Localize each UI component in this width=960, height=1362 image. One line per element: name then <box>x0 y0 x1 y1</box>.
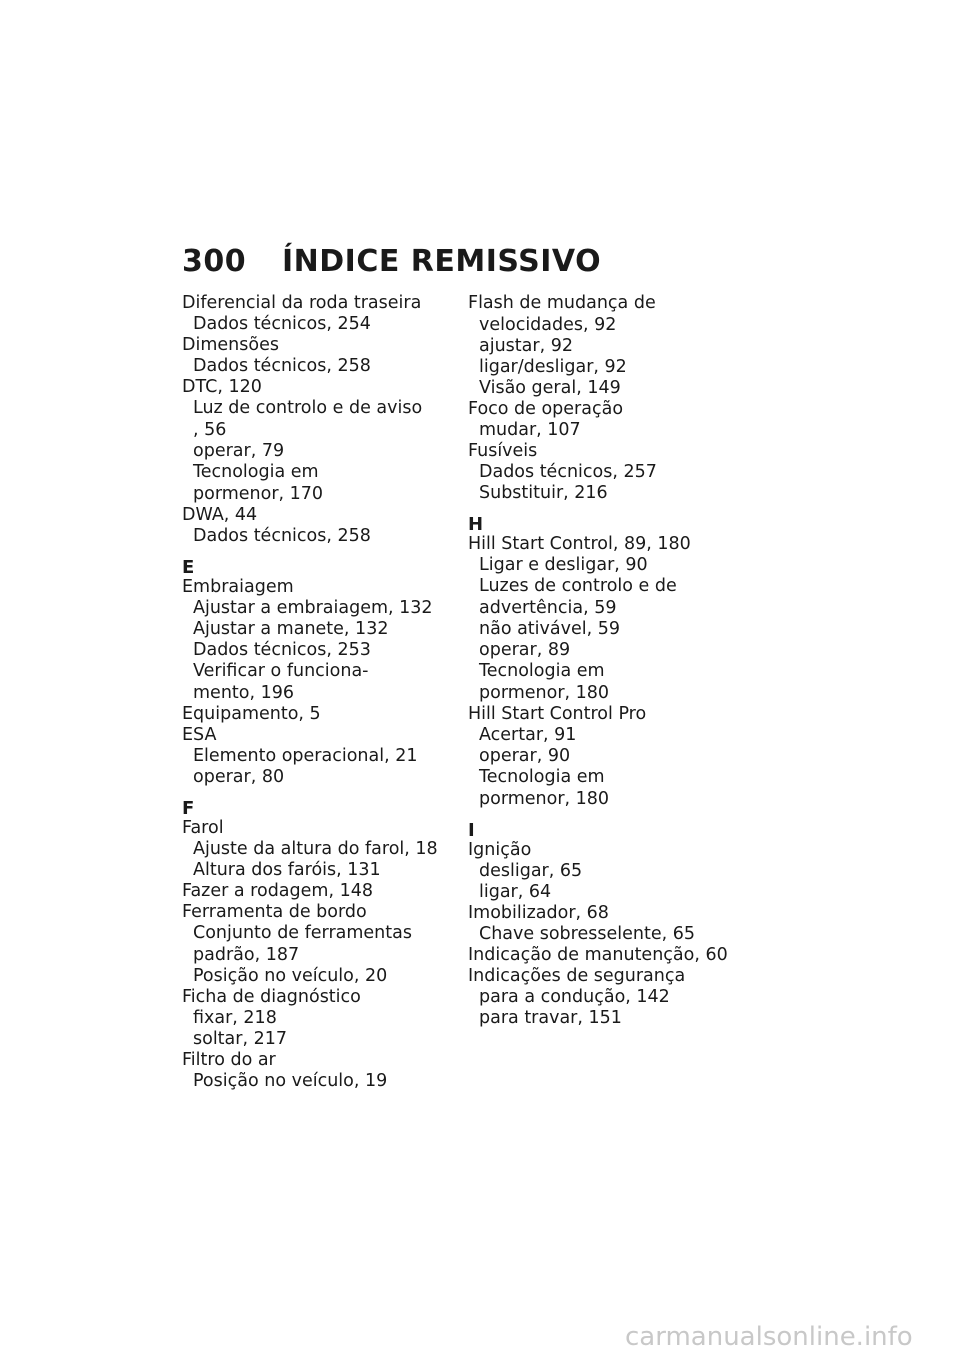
index-subentry: Dados técnicos, 253 <box>193 640 371 660</box>
index-subentry: Verificar o funciona- <box>193 661 369 681</box>
index-entry: Filtro do ar <box>182 1050 276 1070</box>
index-entry: Ficha de diagnóstico <box>182 987 361 1007</box>
index-subentry-continued: pormenor, 180 <box>479 683 610 703</box>
index-entry: Flash de mudança de <box>468 293 656 313</box>
index-column-left <box>182 293 452 1092</box>
index-subentry: Tecnologia em <box>479 661 605 681</box>
index-subentry: Ajustar a manete, 132 <box>193 619 389 639</box>
index-entry: Indicações de segurança <box>468 966 686 986</box>
index-entry: Ignição <box>468 840 532 860</box>
index-letter-heading: F <box>182 798 195 819</box>
index-subentry: fixar, 218 <box>193 1008 277 1028</box>
index-subentry: Ajustar a embraiagem, 132 <box>193 598 433 618</box>
index-subentry: Ligar e desligar, 90 <box>479 555 648 575</box>
index-subentry: Elemento operacional, 21 <box>193 746 418 766</box>
index-subentry: operar, 80 <box>193 767 285 787</box>
index-subentry: mudar, 107 <box>479 420 581 440</box>
index-subentry: Dados técnicos, 258 <box>193 526 371 546</box>
index-subentry: desligar, 65 <box>479 861 583 881</box>
index-subentry: soltar, 217 <box>193 1029 287 1049</box>
index-entry: DWA, 44 <box>182 505 258 525</box>
index-entry: Hill Start Control Pro <box>468 704 647 724</box>
index-letter-heading: I <box>468 820 475 841</box>
index-subentry: Tecnologia em <box>193 462 319 482</box>
index-subentry: Ajuste da altura do farol, 18 <box>193 839 438 859</box>
index-entry: Indicação de manutenção, 60 <box>468 945 728 965</box>
index-subentry: operar, 79 <box>193 441 285 461</box>
index-subentry: Posição no veículo, 19 <box>193 1071 388 1091</box>
index-entry: Equipamento, 5 <box>182 704 321 724</box>
index-subentry: para travar, 151 <box>479 1008 622 1028</box>
index-subentry: ligar, 64 <box>479 882 552 902</box>
index-entry: Fusíveis <box>468 441 538 461</box>
index-column-right <box>468 293 738 1029</box>
index-subentry: Tecnologia em <box>479 767 605 787</box>
index-subentry: Altura dos faróis, 131 <box>193 860 381 880</box>
index-subentry: Chave sobresselente, 65 <box>479 924 695 944</box>
index-subentry-continued: advertência, 59 <box>479 598 617 618</box>
index-entry: Dimensões <box>182 335 279 355</box>
index-entry: Farol <box>182 818 224 838</box>
index-subentry: Substituir, 216 <box>479 483 608 503</box>
index-subentry-continued: pormenor, 170 <box>193 484 324 504</box>
index-subentry-continued: padrão, 187 <box>193 945 300 965</box>
page-title: ÍNDICE REMISSIVO <box>282 244 602 279</box>
index-subentry: ligar/desligar, 92 <box>479 357 627 377</box>
page-number: 300 <box>182 244 247 279</box>
index-subentry-continued: mento, 196 <box>193 683 295 703</box>
index-subentry: operar, 89 <box>479 640 571 660</box>
index-entry: Hill Start Control, 89, 180 <box>468 534 691 554</box>
index-subentry: não ativável, 59 <box>479 619 620 639</box>
index-entry: Embraiagem <box>182 577 294 597</box>
index-subentry: Luzes de controlo e de <box>479 576 677 596</box>
index-subentry: operar, 90 <box>479 746 571 766</box>
index-subentry: Posição no veículo, 20 <box>193 966 388 986</box>
index-entry: Fazer a rodagem, 148 <box>182 881 373 901</box>
page-header <box>182 244 601 284</box>
index-entry: DTC, 120 <box>182 377 262 397</box>
index-letter-heading: E <box>182 557 195 578</box>
index-entry: Imobilizador, 68 <box>468 903 609 923</box>
index-subentry: Conjunto de ferramentas <box>193 923 412 943</box>
index-subentry: Acertar, 91 <box>479 725 577 745</box>
watermark: carmanualsonline.info <box>625 1322 913 1352</box>
index-entry: ESA <box>182 725 217 745</box>
index-subentry-continued: pormenor, 180 <box>479 789 610 809</box>
index-entry: Foco de operação <box>468 399 624 419</box>
index-letter-heading: H <box>468 514 484 535</box>
index-entry: Diferencial da roda traseira <box>182 293 422 313</box>
index-subentry: Dados técnicos, 254 <box>193 314 371 334</box>
index-subentry: para a condução, 142 <box>479 987 670 1007</box>
index-subentry: Luz de controlo e de aviso <box>193 398 423 418</box>
index-subentry-continued: velocidades, 92 <box>479 315 617 335</box>
index-subentry-continued: , 56 <box>193 420 227 440</box>
index-entry: Ferramenta de bordo <box>182 902 367 922</box>
index-subentry: ajustar, 92 <box>479 336 573 356</box>
index-subentry: Visão geral, 149 <box>479 378 621 398</box>
index-subentry: Dados técnicos, 257 <box>479 462 657 482</box>
index-subentry: Dados técnicos, 258 <box>193 356 371 376</box>
